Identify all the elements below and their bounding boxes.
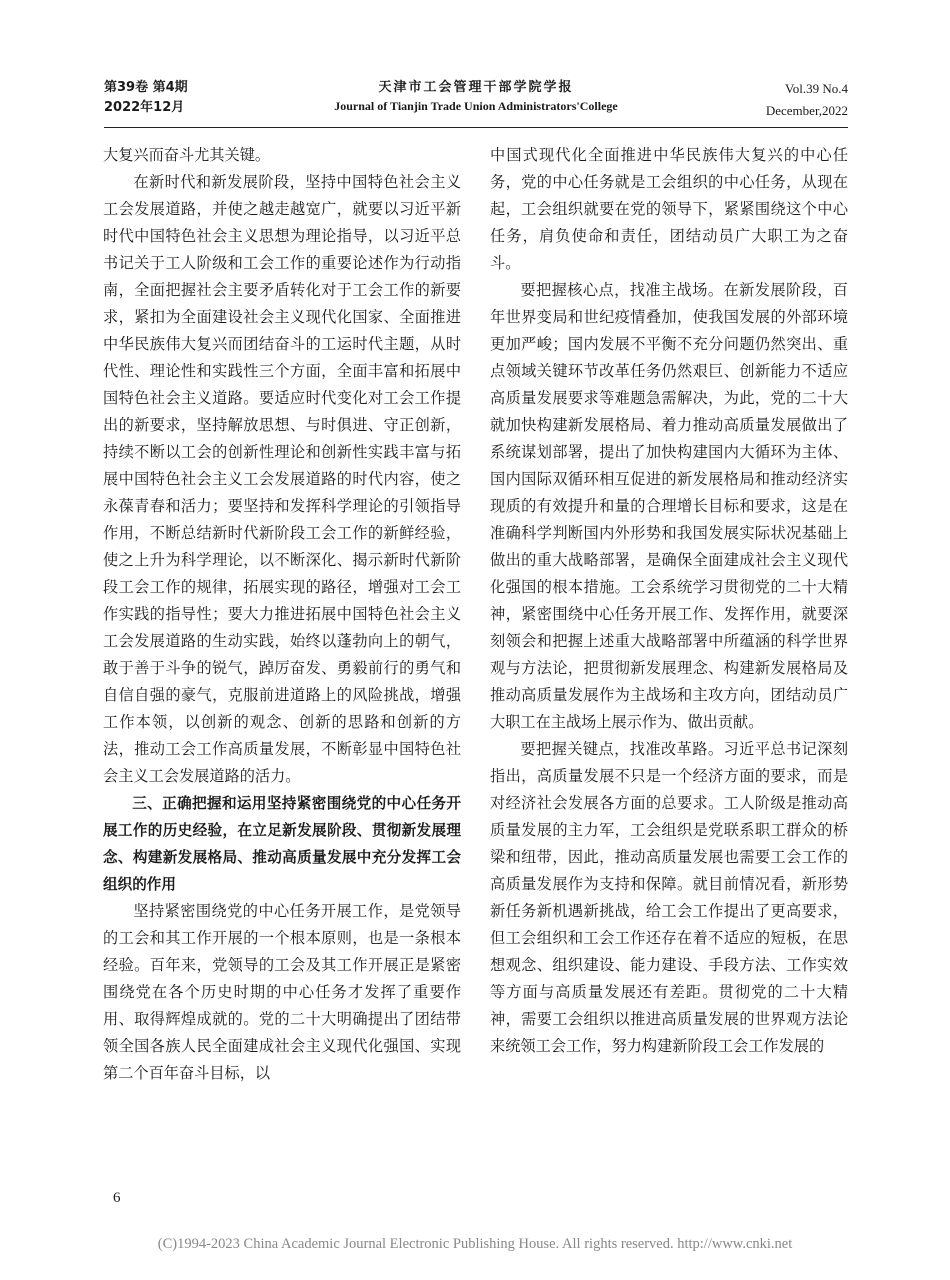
journal-title-cn: 天津市工会管理干部学院学报 [378,80,574,95]
paragraph: 坚持紧密围绕党的中心任务开展工作，是党领导的工会和其工作开展的一个根本原则，也是一条根本经验。百年来，党领导的工会及其工作开展正是紧密围绕党在各个历史时期的中心任务才发挥了重要作用、取得辉煌成就的。党的二十大明确提出了团结带领全国各族人民全面建成社会主义现代化强国、实现第二个百年奋斗目标，以 [103,902,461,1082]
copyright-footer: (C)1994-2023 China Academic Journal Electronic Publishing House. All rights reserved. http://www.cnki.net [157,1236,793,1252]
volume-issue-en: Vol.39 No.4 [785,81,848,96]
date-en: December,2022 [765,103,848,118]
journal-title [284,78,668,114]
header-left [104,78,188,118]
paragraph: 大复兴而奋斗尤其关键。 [103,146,271,164]
page-header [104,78,848,122]
date-cn: 2022年12月 [104,100,185,115]
paragraph: 在新时代和新发展阶段，坚持中国特色社会主义工会发展道路，并使之越走越宽广，就要以习近平新时代中国特色社会主义思想为理论指导，以习近平总书记关于工人阶级和工会工作的重要论述作为行动指南，全面把握社会主要矛盾转化对于工会工作的新要求，紧扣为全面建设社会主义现代化国家、全面推进中华民族伟大复兴而团结奋斗的工运时代主题，从时代性、理论性和实践性三个方面，全面丰富和拓展中国特色社会主义道路。要适应时代变化对工会工作提出的新要求，坚持解放思想、与时俱进、守正创新，持续不断以工会的创新性理论和创新性实践丰富与拓展中国特色社会主义工会发展道路的时代内容，使之永葆青春和活力；要坚持和发挥科学理论的引领指导作用，不断总结新时代新阶段工会工作的新鲜经验，使之上升为科学理论，以不断深化、揭示新时代新阶段工会工作的规律，拓展实现的路径，增强对工会工作实践的指导性；要大力推进拓展中国特色社会主义工会发展道路的生动实践，始终以蓬勃向上的朝气，敢于善于斗争的锐气，踔厉奋发、勇毅前行的勇气和自信自强的豪气，克服前进道路上的风险挑战，增强工作本领，以创新的观念、创新的思路和创新的方法，推动工会工作高质量发展，不断彰显中国特色社会主义工会发展道路的活力。 [103,173,461,785]
paragraph: 要把握关键点，找准改革路。习近平总书记深刻指出，高质量发展不只是一个经济方面的要求，而是对经济社会发展各方面的总要求。工人阶级是推动高质量发展的主力军，工会组织是党联系职工群众的桥梁和纽带，因此，推动高质量发展也需要工会工作的高质量发展作为支持和保障。就目前情况看，新形势新任务新机遇新挑战，给工会工作提出了更高要求，但工会组织和工会工作还存在着不适应的短板，在思想观念、组织建设、能力建设、手段方法、工作实效等方面与高质量发展还有差距。贯彻党的二十大精神，需要工会组织以推进高质量发展的世界观方法论来统领工会工作，努力构建新阶段工会工作发展的 [490,740,848,1055]
header-rule [104,127,848,128]
paragraph: 中国式现代化全面推进中华民族伟大复兴的中心任务，党的中心任务就是工会组织的中心任务，从现在起，工会组织就要在党的领导下，紧紧围绕这个中心任务，肩负使命和责任，团结动员广大职工为之奋斗。 [490,146,848,272]
section-heading: 三、正确把握和运用坚持紧密围绕党的中心任务开展工作的历史经验，在立足新发展阶段、贯彻新发展理念、构建新发展格局、推动高质量发展中充分发挥工会组织的作用 [103,795,461,893]
right-column [490,142,848,1060]
paragraph: 要把握核心点，找准主战场。在新发展阶段，百年世界变局和世纪疫情叠加，使我国发展的外部环境更加严峻；国内发展不平衡不充分问题仍然突出、重点领域关键环节改革任务仍然艰巨、创新能力不适应高质量发展要求等难题急需解决，为此，党的二十大就加快构建新发展格局、着力推动高质量发展做出了系统谋划部署，提出了加快构建国内大循环为主体、国内国际双循环相互促进的新发展格局和推动经济实现质的有效提升和量的合理增长目标和要求，这是在准确科学判断国内外形势和我国发展实际状况基础上做出的重大战略部署，是确保全面建成社会主义现代化强国的根本措施。工会系统学习贯彻党的二十大精神，紧密围绕中心任务开展工作、发挥作用，就要深刻领会和把握上述重大战略部署中所蕴涵的科学世界观与方法论，把贯彻新发展理念、构建新发展格局及推动高质量发展作为主战场和主攻方向，团结动员广大职工在主战场上展示作为、做出贡献。 [490,281,848,731]
volume-issue-cn: 第39卷 第4期 [104,80,188,95]
page-number: 6 [113,1190,121,1206]
header-right [766,78,848,122]
left-column [103,142,461,1087]
journal-title-en: Journal of Tianjin Trade Union Administrators'College [334,99,618,113]
